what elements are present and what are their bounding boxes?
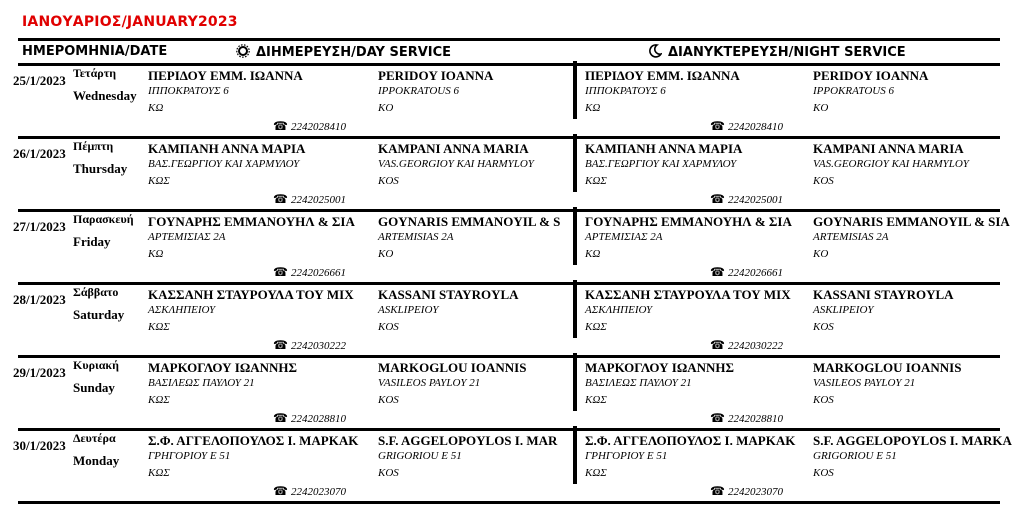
day-service-header	[236, 44, 451, 60]
row-date: 30/1/2023	[13, 438, 66, 453]
row-weekday-en: Monday	[73, 453, 120, 468]
night-pharmacy-gr	[585, 287, 791, 338]
night-pharmacy-gr	[585, 433, 795, 484]
day-pharmacy-en	[378, 141, 534, 192]
pharmacy-name: ΜΑΡΚΟΓΛΟΥ ΙΩΑΝΝΗΣ	[585, 360, 735, 375]
moon-icon	[648, 44, 662, 58]
pharmacy-name: PERIDOY IOANNA	[378, 68, 494, 83]
pharmacy-address: VAS.GEORGIOY KAI HARMYLOY	[813, 158, 969, 170]
pharmacy-city: ΚΩΣ	[585, 175, 607, 187]
pharmacy-name: ΚΑΣΣΑΝΗ ΣΤΑΥΡΟΥΛΑ ΤΟΥ ΜΙΧ	[585, 287, 791, 302]
row-weekday-en: Wednesday	[73, 88, 137, 103]
column-divider	[573, 280, 577, 338]
pharmacy-name: S.F. AGGELOPOYLOS I. MAR	[378, 433, 558, 448]
day-phone	[273, 265, 346, 280]
day-phone-number: 2242028810	[290, 413, 346, 425]
pharmacy-name: GOYNARIS EMMANOYIL & SIA	[813, 214, 1010, 229]
day-phone	[273, 119, 346, 134]
pharmacy-address: IPPOKRATOUS 6	[813, 85, 894, 97]
pharmacy-address: ΒΑΣΙΛΕΩΣ ΠΑΥΛΟΥ 21	[585, 377, 692, 389]
pharmacy-address: ΓΡΗΓΟΡΙΟΥ Ε 51	[148, 450, 231, 462]
pharmacy-city: KOS	[378, 394, 399, 406]
pharmacy-city: ΚΩΣ	[585, 394, 607, 406]
column-divider	[573, 134, 577, 192]
pharmacy-city: KO	[813, 102, 829, 114]
table-row	[13, 209, 1010, 285]
pharmacy-address: ΑΡΤΕΜΙΣΙΑΣ 2Α	[148, 231, 226, 243]
pharmacy-address: VAS.GEORGIOY KAI HARMYLOY	[378, 158, 534, 170]
date-column-header: ΗΜΕΡΟΜΗΝΙΑ/DATE	[22, 44, 168, 59]
row-date: 26/1/2023	[13, 146, 66, 161]
pharmacy-name: GOYNARIS EMMANOYIL & S	[378, 214, 561, 229]
row-weekday-en: Saturday	[73, 307, 125, 322]
row-weekday-en: Sunday	[73, 380, 115, 395]
pharmacy-city: ΚΩΣ	[585, 467, 607, 479]
pharmacy-address: ΒΑΣ.ΓΕΩΡΓΙΟΥ ΚΑΙ ΧΑΡΜΥΛΟΥ	[148, 158, 300, 170]
pharmacy-address: ΙΠΠΟΚΡΑΤΟΥΣ 6	[148, 85, 229, 97]
pharmacy-name: ΚΑΣΣΑΝΗ ΣΤΑΥΡΟΥΛΑ ΤΟΥ ΜΙΧ	[148, 287, 354, 302]
night-pharmacy-en	[813, 433, 1012, 484]
night-phone-number: 2242023070	[727, 486, 783, 498]
day-pharmacy-gr	[148, 287, 354, 338]
pharmacy-name: MARKOGLOU IOANNIS	[378, 360, 527, 375]
pharmacy-city: KO	[378, 102, 394, 114]
pharmacy-city: KOS	[813, 467, 834, 479]
night-pharmacy-gr	[585, 141, 742, 192]
phone-icon: ☎	[710, 484, 725, 498]
day-pharmacy-en	[378, 360, 526, 411]
day-pharmacy-gr	[148, 433, 358, 484]
column-divider	[573, 426, 577, 484]
column-divider	[573, 207, 577, 265]
pharmacy-city: ΚΩΣ	[585, 321, 607, 333]
phone-icon: ☎	[710, 338, 725, 352]
phone-icon: ☎	[273, 338, 288, 352]
pharmacy-city: ΚΩΣ	[148, 321, 170, 333]
day-phone-number: 2242030222	[290, 340, 346, 352]
row-weekday-gr: Πέμπτη	[73, 139, 114, 153]
column-divider	[573, 353, 577, 411]
night-pharmacy-en	[813, 360, 961, 411]
night-pharmacy-gr	[585, 68, 740, 119]
day-phone-number: 2242026661	[290, 267, 346, 279]
night-phone	[710, 338, 783, 353]
row-date: 28/1/2023	[13, 292, 66, 307]
pharmacy-name: Σ.Φ. ΑΓΓΕΛΟΠΟΥΛΟΣ Ι. ΜΑΡΚΑΚ	[148, 433, 359, 448]
pharmacy-city: ΚΩΣ	[148, 467, 170, 479]
pharmacy-name: KAMPANI ANNA MARIA	[378, 141, 529, 156]
day-pharmacy-en	[378, 433, 557, 484]
pharmacy-address: ΒΑΣ.ΓΕΩΡΓΙΟΥ ΚΑΙ ΧΑΡΜΥΛΟΥ	[585, 158, 737, 170]
pharmacy-city: ΚΩΣ	[148, 394, 170, 406]
day-service-label: ΔΙΗΜΕΡΕΥΣΗ/DAY SERVICE	[256, 45, 452, 60]
pharmacy-city: ΚΩΣ	[148, 175, 170, 187]
pharmacy-name: MARKOGLOU IOANNIS	[813, 360, 962, 375]
row-weekday-en: Friday	[73, 234, 111, 249]
pharmacy-name: KASSANI STAYROYLA	[813, 287, 954, 302]
table-row	[13, 282, 1000, 358]
day-pharmacy-gr	[148, 141, 305, 192]
phone-icon: ☎	[710, 119, 725, 133]
table-row	[13, 63, 1000, 139]
page-title: ΙΑΝΟΥΑΡΙΟΣ/JANUARY2023	[22, 14, 238, 30]
pharmacy-city: ΚΩ	[585, 102, 601, 114]
pharmacy-city: KOS	[378, 175, 399, 187]
phone-icon: ☎	[710, 411, 725, 425]
row-date: 27/1/2023	[13, 219, 66, 234]
night-phone-number: 2242028810	[727, 413, 783, 425]
pharmacy-address: IPPOKRATOUS 6	[378, 85, 459, 97]
pharmacy-city: KO	[378, 248, 394, 260]
pharmacy-name: ΜΑΡΚΟΓΛΟΥ ΙΩΑΝΝΗΣ	[148, 360, 298, 375]
pharmacy-address: ΑΣΚΛΗΠΕΙΟΥ	[148, 304, 216, 316]
night-service-header	[648, 44, 906, 60]
pharmacy-city: ΚΩ	[148, 248, 164, 260]
pharmacy-name: KASSANI STAYROYLA	[378, 287, 519, 302]
table-row	[13, 355, 1000, 431]
night-phone-number: 2242028410	[727, 121, 783, 133]
pharmacy-address: ΒΑΣΙΛΕΩΣ ΠΑΥΛΟΥ 21	[148, 377, 255, 389]
pharmacy-address: ΑΣΚΛΗΠΕΙΟΥ	[585, 304, 653, 316]
phone-icon: ☎	[710, 265, 725, 279]
pharmacy-name: ΚΑΜΠΑΝΗ ΑΝΝΑ ΜΑΡΙΑ	[585, 141, 743, 156]
pharmacy-name: ΚΑΜΠΑΝΗ ΑΝΝΑ ΜΑΡΙΑ	[148, 141, 306, 156]
day-phone	[273, 192, 346, 207]
pharmacy-address: GRIGORIOU E 51	[813, 450, 897, 462]
pharmacy-name: ΓΟΥΝΑΡΗΣ ΕΜΜΑΝΟΥΗΛ & ΣΙΑ	[148, 214, 355, 229]
row-weekday-gr: Τετάρτη	[73, 66, 117, 80]
night-phone	[710, 119, 783, 134]
day-phone	[273, 411, 346, 426]
pharmacy-address: ARTEMISIAS 2A	[378, 231, 454, 243]
pharmacy-city: ΚΩ	[148, 102, 164, 114]
pharmacy-name: S.F. AGGELOPOYLOS I. MARKA	[813, 433, 1012, 448]
pharmacy-name: PERIDOY IOANNA	[813, 68, 929, 83]
night-pharmacy-gr	[585, 360, 734, 411]
pharmacy-city: KO	[813, 248, 829, 260]
day-pharmacy-gr	[148, 360, 297, 411]
phone-icon: ☎	[273, 411, 288, 425]
pharmacy-city: KOS	[378, 321, 399, 333]
night-service-label: ΔΙΑΝΥΚΤΕΡΕΥΣΗ/NIGHT SERVICE	[668, 45, 906, 60]
pharmacy-city: KOS	[813, 321, 834, 333]
pharmacy-address: ASKLIPEIOY	[813, 304, 874, 316]
table-row	[13, 428, 1012, 504]
pharmacy-address: ΑΡΤΕΜΙΣΙΑΣ 2Α	[585, 231, 663, 243]
night-phone	[710, 484, 783, 499]
row-weekday-gr: Παρασκευή	[73, 212, 134, 226]
day-phone	[273, 338, 346, 353]
night-pharmacy-en	[813, 68, 928, 119]
day-pharmacy-gr	[148, 214, 355, 265]
day-phone-number: 2242023070	[290, 486, 346, 498]
night-phone	[710, 411, 783, 426]
row-weekday-gr: Σάββατο	[73, 285, 119, 299]
night-phone-number: 2242025001	[727, 194, 783, 206]
row-weekday-en: Thursday	[73, 161, 128, 176]
night-pharmacy-en	[813, 141, 969, 192]
table-header	[18, 38, 1000, 66]
pharmacy-name: ΠΕΡΙΔΟΥ ΕΜΜ. ΙΩΑΝΝΑ	[585, 68, 740, 83]
day-pharmacy-en	[378, 214, 560, 265]
pharmacy-city: ΚΩ	[585, 248, 601, 260]
pharmacy-address: VASILEOS PAYLOY 21	[813, 377, 916, 389]
pharmacy-address: GRIGORIOU E 51	[378, 450, 462, 462]
row-date: 25/1/2023	[13, 73, 66, 88]
phone-icon: ☎	[273, 484, 288, 498]
night-pharmacy-gr	[585, 214, 792, 265]
pharmacy-city: KOS	[813, 394, 834, 406]
phone-icon: ☎	[273, 119, 288, 133]
day-phone-number: 2242025001	[290, 194, 346, 206]
sun-icon	[236, 44, 250, 58]
row-weekday-gr: Κυριακή	[73, 358, 119, 372]
row-date: 29/1/2023	[13, 365, 66, 380]
night-phone-number: 2242026661	[727, 267, 783, 279]
pharmacy-address: ΙΠΠΟΚΡΑΤΟΥΣ 6	[585, 85, 666, 97]
day-pharmacy-en	[378, 68, 493, 119]
phone-icon: ☎	[710, 192, 725, 206]
pharmacy-city: KOS	[813, 175, 834, 187]
row-weekday-gr: Δευτέρα	[73, 431, 116, 445]
night-phone	[710, 265, 783, 280]
night-phone-number: 2242030222	[727, 340, 783, 352]
column-divider	[573, 61, 577, 119]
pharmacy-address: ASKLIPEIOY	[378, 304, 439, 316]
phone-icon: ☎	[273, 265, 288, 279]
pharmacy-address: ARTEMISIAS 2A	[813, 231, 889, 243]
pharmacy-city: KOS	[378, 467, 399, 479]
day-phone	[273, 484, 346, 499]
night-phone	[710, 192, 783, 207]
night-pharmacy-en	[813, 287, 954, 338]
phone-icon: ☎	[273, 192, 288, 206]
day-pharmacy-gr	[148, 68, 303, 119]
night-pharmacy-en	[813, 214, 1010, 265]
pharmacy-name: KAMPANI ANNA MARIA	[813, 141, 964, 156]
pharmacy-name: ΠΕΡΙΔΟΥ ΕΜΜ. ΙΩΑΝΝΑ	[148, 68, 303, 83]
pharmacy-address: ΓΡΗΓΟΡΙΟΥ Ε 51	[585, 450, 668, 462]
pharmacy-name: ΓΟΥΝΑΡΗΣ ΕΜΜΑΝΟΥΗΛ & ΣΙΑ	[585, 214, 792, 229]
table-row	[13, 136, 1000, 212]
pharmacy-address: VASILEOS PAYLOY 21	[378, 377, 481, 389]
day-phone-number: 2242028410	[290, 121, 346, 133]
day-pharmacy-en	[378, 287, 519, 338]
pharmacy-name: Σ.Φ. ΑΓΓΕΛΟΠΟΥΛΟΣ Ι. ΜΑΡΚΑΚ	[585, 433, 796, 448]
